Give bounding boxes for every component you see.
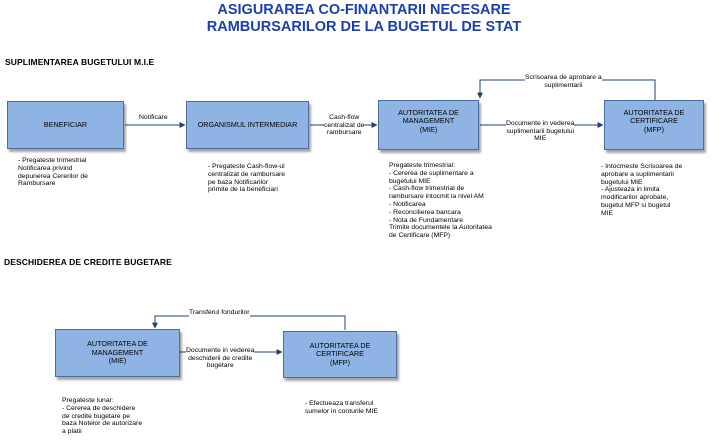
note-autoritatea-certificare: - Intocmeste Scrisoarea de aprobare a suplimentarii bugetului MIE - Ajusteaza in limita modificarilor aprobate, bugetul MFP si bugetul MIE (601, 163, 683, 217)
label-documente-credite: Documente in vederea deschiderii de credite bugetare (186, 347, 255, 370)
section-heading-suplimentarea: SUPLIMENTAREA BUGETULUI M.I.E (5, 57, 155, 67)
box-beneficiar: BENEFICIAR (7, 101, 124, 149)
label-cashflow: Cash-flow centralizat de rambursare (324, 114, 365, 137)
arrow-transferul (155, 316, 345, 330)
box-autoritatea-management: AUTORITATEA DE MANAGEMENT (MIE) (378, 100, 479, 150)
box-autoritatea-certificare: AUTORITATEA DE CERTIFICARE (MFP) (604, 100, 704, 150)
note-autoritatea-management: Pregateste trimestrial: - Cererea de suplimentare a bugetului MIE - Cash-flow trimestrial de rambursare intocmit la nivel AM - Notificarea - Reconcilierea bancara - Nota de Fundamentare Trimite documentele la Autoritatea de Certificare (MFP) (389, 162, 492, 240)
label-transferul: Transferul fondurilor (189, 309, 250, 316)
note-beneficiar: - Pregateste trimestrial Notificarea privind depunerea Cererilor de Rambursare (18, 157, 88, 188)
note-organism-intermediar: - Pregateste Cash-flow-ul centralizat de rambursare pe baza Notificarilor primite de la beneficiari (208, 163, 286, 194)
note-management-lunar: Pregateste lunar: - Cererea de deschidere de credite bugetare pe baza Notelor de autorizare a platii (62, 397, 143, 436)
label-notificare: Notificare (139, 114, 168, 121)
section-heading-deschiderea: DESCHIDEREA DE CREDITE BUGETARE (4, 257, 172, 267)
page-title-line-2: RAMBURSARILOR DE LA BUGETUL DE STAT (206, 19, 522, 35)
box-autoritatea-management-2: AUTORITATEA DE MANAGEMENT (MIE) (55, 329, 180, 377)
box-organism-intermediar: ORGANISMUL INTERMEDIAR (186, 101, 309, 149)
page-title-line-1: ASIGURAREA CO-FINANTARII NECESARE (217, 2, 511, 18)
label-documente-suplimentare: Documente in vederea suplimentarii bugetului MIE (506, 120, 575, 143)
box-autoritatea-certificare-2: AUTORITATEA DE CERTIFICARE (MFP) (283, 331, 397, 378)
label-scrisoarea: Scrisoarea de aprobare a suplimentarii (525, 74, 602, 89)
note-efectueaza-transferul: - Efectueaza transferul sumelor in conturile MIE (305, 400, 378, 415)
